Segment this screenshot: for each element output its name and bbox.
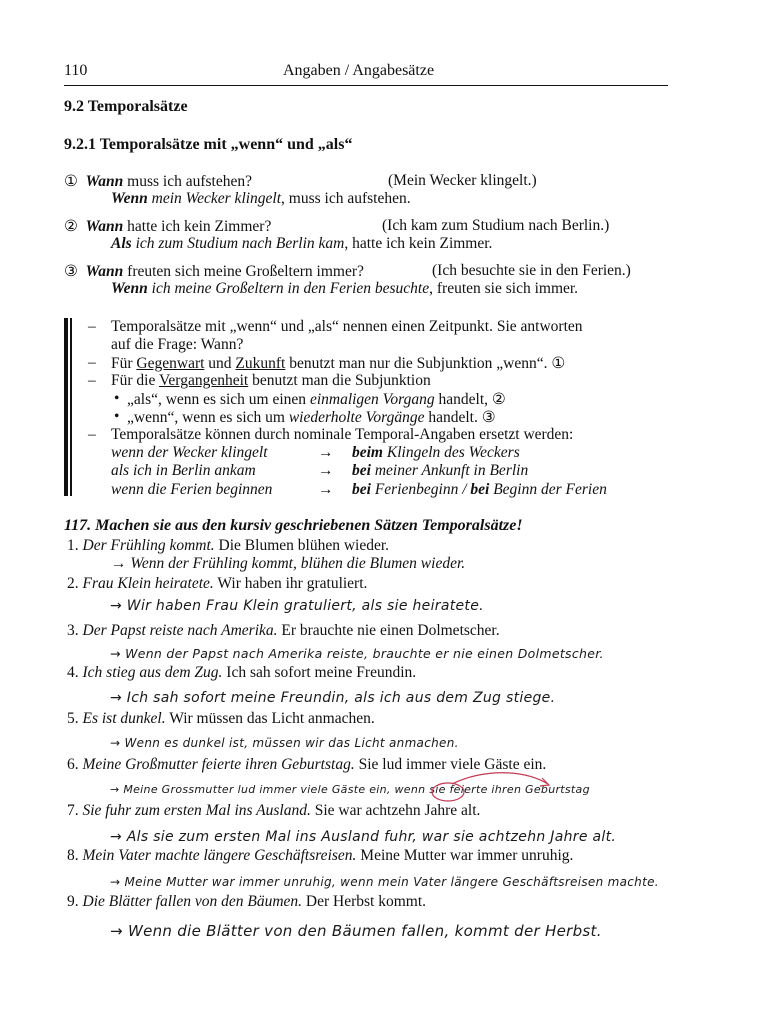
example-3-number: ③ (64, 263, 78, 280)
example-1-answer: Wenn mein Wecker klingelt, muss ich aufstehen. (111, 190, 411, 207)
correction-arrow-icon (430, 770, 560, 806)
rule-3: Für die Vergangenheit benutzt man die Subjunktion (111, 372, 431, 389)
rule-2: Für Gegenwart und Zukunft benutzt man nur die Subjunktion „wenn“. ① (111, 355, 566, 372)
rule-1-line-2: auf die Frage: Wann? (111, 336, 244, 353)
exercise-item-1: 1. Der Frühling kommt. Die Blumen blühen wieder. (67, 537, 390, 554)
handwritten-answer-3: → Wenn der Papst nach Amerika reiste, brauchte er nie einen Dolmetscher. (110, 646, 604, 661)
exercise-item-2: 2. Frau Klein heiratete. Wir haben ihr gratuliert. (67, 575, 368, 592)
example-2-question: ② Wann hatte ich kein Zimmer? (64, 218, 272, 235)
handwritten-answer-2: → Wir haben Frau Klein gratuliert, als sie heiratete. (110, 598, 484, 614)
rule-dash: – (88, 372, 96, 389)
handwritten-answer-4: → Ich sah sofort meine Freundin, als ich aus dem Zug stiege. (110, 690, 556, 706)
example-2-answer: Als ich zum Studium nach Berlin kam, hatte ich kein Zimmer. (111, 235, 493, 252)
pair-3-noun: bei Ferienbeginn / bei Beginn der Ferien (352, 481, 607, 498)
handwritten-answer-9: → Wenn die Blätter von den Bäumen fallen, kommt der Herbst. (110, 922, 602, 940)
exercise-item-4: 4. Ich stieg aus dem Zug. Ich sah sofort meine Freundin. (67, 664, 417, 681)
example-1-number: ① (64, 173, 78, 190)
rule-dash: – (88, 426, 96, 443)
handwritten-answer-7: → Als sie zum ersten Mal ins Ausland fuhr, war sie achtzehn Jahre alt. (110, 829, 617, 845)
exercise-item-5: 5. Es ist dunkel. Wir müssen das Licht anmachen. (67, 710, 375, 727)
exercise-item-8: 8. Mein Vater machte längere Geschäftsreisen. Meine Mutter war immer unruhig. (67, 847, 574, 864)
rule-box-bar-thin (70, 318, 72, 496)
exercise-item-3: 3. Der Papst reiste nach Amerika. Er brauchte nie einen Dolmetscher. (67, 622, 500, 639)
section-title: 9.2 Temporalsätze (64, 98, 188, 115)
handwritten-answer-5: → Wenn es dunkel ist, müssen wir das Licht anmachen. (110, 736, 459, 750)
exercise-title: 117. Machen sie aus den kursiv geschriebenen Sätzen Temporalsätze! (64, 517, 523, 534)
rule-bullet-1: „als“, wenn es sich um einen einmaligen Vorgang handelt, ② (127, 391, 506, 408)
rule-dash: – (88, 318, 96, 335)
arrow: → (318, 462, 334, 479)
rule-dash: – (88, 354, 96, 371)
example-1-situation: (Mein Wecker klingelt.) (388, 172, 537, 189)
rule-1-line-1: Temporalsätze mit „wenn“ und „als“ nennen einen Zeitpunkt. Sie antworten (111, 318, 583, 335)
exercise-item-6: 6. Meine Großmutter feierte ihren Geburtstag. Sie lud immer viele Gäste ein. (67, 756, 547, 773)
page-number: 110 (64, 62, 88, 79)
pair-2-noun: bei meiner Ankunft in Berlin (352, 462, 529, 479)
arrow: → (318, 444, 334, 461)
exercise-item-9: 9. Die Blätter fallen von den Bäumen. Der Herbst kommt. (67, 893, 427, 910)
running-title: Angaben / Angabesätze (283, 62, 435, 79)
example-answer: → Wenn der Frühling kommt, blühen die Blumen wieder. (111, 555, 466, 572)
pair-3-clause: wenn die Ferien beginnen (111, 481, 273, 498)
example-1-question: ① Wann muss ich aufstehen? (64, 173, 252, 190)
rule-box-bar (64, 318, 68, 496)
bullet: • (114, 408, 120, 425)
handwritten-answer-8: → Meine Mutter war immer unruhig, wenn mein Vater längere Geschäftsreisen machte. (110, 875, 659, 889)
pair-2-clause: als ich in Berlin ankam (111, 462, 256, 479)
subsection-title: 9.2.1 Temporalsätze mit „wenn“ und „als“ (64, 136, 353, 153)
arrow: → (318, 481, 334, 498)
header-rule (64, 85, 668, 86)
example-2-situation: (Ich kam zum Studium nach Berlin.) (382, 217, 610, 234)
pair-1-clause: wenn der Wecker klingelt (111, 444, 268, 461)
example-3-question: ③ Wann freuten sich meine Großeltern immer? (64, 263, 364, 280)
example-2-number: ② (64, 218, 78, 235)
rule-4: Temporalsätze können durch nominale Temporal-Angaben ersetzt werden: (111, 426, 574, 443)
exercise-item-7: 7. Sie fuhr zum ersten Mal ins Ausland. Sie war achtzehn Jahre alt. (67, 802, 481, 819)
bullet: • (114, 390, 120, 407)
example-3-answer: Wenn ich meine Großeltern in den Ferien besuchte, freuten sie sich immer. (111, 280, 579, 297)
example-3-situation: (Ich besuchte sie in den Ferien.) (432, 262, 631, 279)
pair-1-noun: beim Klingeln des Weckers (352, 444, 520, 461)
handwritten-answer-6: → Meine Grossmutter lud immer viele Gäste ein, wenn sie feierte ihren Geburtstag (110, 783, 590, 796)
rule-bullet-2: „wenn“, wenn es sich um wiederholte Vorgänge handelt. ③ (127, 409, 496, 426)
